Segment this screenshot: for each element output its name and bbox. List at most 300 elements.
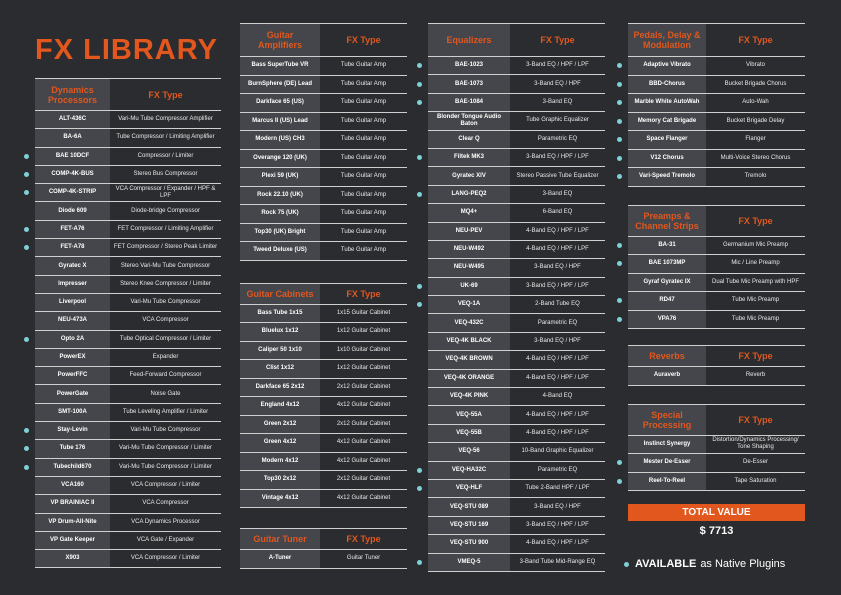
plugin-name: Modern 4x12 [240,453,320,471]
plugin-name: Diode 609 [35,202,110,219]
plugin-name: Rock 75 (UK) [240,205,320,223]
section-table [628,404,805,492]
plugin-name: Filtek MK3 [428,149,510,166]
fx-type: Diode-bridge Compressor [131,207,200,214]
native-dot-icon [617,82,622,87]
fx-type-header: FX Type [346,288,381,299]
fx-type: Vari-Mu Tube Compressor / Limiter [119,463,212,470]
fx-type: Germanium Mic Preamp [722,241,788,248]
fx-type: Tube Leveling Amplifier / Limiter [122,408,209,415]
plugin-name: Gyratec XIV [428,167,510,184]
fx-type: Dual Tube Mic Preamp with HPF [711,278,800,285]
table-row [240,550,407,569]
table-row [240,397,407,416]
fx-type: 1x12 Guitar Cabinet [336,328,391,335]
plugin-name: MQ4+ [428,204,510,221]
section-header [240,23,407,57]
plugin-name: Green 2x12 [240,416,320,434]
fx-type: Stereo Knee Compressor / Limiter [120,280,211,287]
plugin-name: BAE 1073MP [628,255,706,273]
fx-type: Tube Guitar Amp [340,136,387,143]
table-row [428,443,605,461]
fx-type: Compressor / Limiter [137,152,194,159]
fx-type: Flanger [745,136,766,143]
fx-type: Guitar Tuner [346,555,381,562]
section-table [628,23,805,187]
fx-type: VCA Compressor / Limiter [130,482,201,489]
fx-type: 4-Band EQ / HPF / LPF [526,227,589,234]
fx-type: Stereo Vari-Mu Tube Compressor [120,262,211,269]
fx-type: Tube Mic Preamp [731,315,780,322]
table-row [428,314,605,332]
fx-type: Tube Guitar Amp [340,228,387,235]
plugin-name: A-Tuner [240,550,320,568]
table-row [428,296,605,314]
section-title: Guitar Amplifiers [240,24,320,56]
plugin-name: FET-A78 [35,239,110,256]
native-dot-icon [417,82,422,87]
fx-type: Mic / Line Preamp [731,260,780,267]
fx-type: Parametric EQ [537,319,578,326]
fx-type: 3-Band Tube Mid-Range EQ [519,558,596,565]
table-row [628,436,805,455]
table-row [240,57,407,76]
fx-type: Tube Guitar Amp [340,191,387,198]
table-row [428,480,605,498]
section-header [628,404,805,436]
plugin-name: Tubechild670 [35,459,110,476]
table-row [628,76,805,95]
native-dot-icon [24,190,29,195]
table-row [35,331,221,349]
page-title: FX LIBRARY [35,34,218,66]
plugin-name: Impresser [35,276,110,293]
fx-type: 6-Band EQ [542,209,573,216]
section-header [628,23,805,57]
plugin-name: Green 4x12 [240,434,320,452]
plugin-name: England 4x12 [240,397,320,415]
table-row [240,76,407,95]
fx-type-header: FX Type [346,534,381,544]
plugin-name: PowerEX [35,349,110,366]
plugin-name: Bass Tube 1x15 [240,305,320,323]
table-row [240,224,407,243]
native-dot-icon [617,298,622,303]
table-row [628,131,805,150]
native-dot-icon [417,468,422,473]
section-header [628,345,805,367]
section-header [428,23,605,57]
fx-type: 4-Band EQ / HPF / LPF [526,430,589,436]
table-row [240,205,407,224]
native-dot-icon [24,154,29,159]
native-dot-icon [417,100,422,105]
plugin-name: VEQ-HLF [428,480,510,497]
table-row [428,149,605,167]
fx-type: FET Compressor / Limiting Amplifier [117,225,214,232]
fx-type: Vari-Mu Tube Compressor / Limiter [119,445,212,452]
fx-type: 4x12 Guitar Cabinet [336,439,391,446]
plugin-name: RD47 [628,292,706,310]
native-dot-icon [24,465,29,470]
native-dot-icon [417,486,422,491]
table-row [240,187,407,206]
plugin-name: VPA76 [628,311,706,329]
plugin-name: VEQ-432C [428,314,510,331]
plugin-name: Mester De-Esser [628,454,706,472]
fx-type: VCA Compressor [142,317,189,324]
table-row [240,453,407,472]
plugin-name: Modern (US) CH3 [240,131,320,149]
fx-type-header: FX Type [540,35,575,45]
table-row [240,416,407,435]
fx-type: Tube 2-Band HPF / LPF [525,485,590,492]
fx-type: Stereo Passive Tube Equalizer [516,172,599,179]
native-dot-icon [617,156,622,161]
plugin-name: Vari-Speed Tremolo [628,168,706,186]
plugin-name: Reel-To-Reel [628,473,706,491]
fx-type: 3-Band EQ [542,190,573,197]
plugin-name: NEU-473A [35,312,110,329]
section-table [628,345,805,386]
plugin-name: BAE-1084 [428,94,510,111]
column-equalizers [428,23,605,572]
column-pedals-preamps [628,23,805,491]
fx-type: Vari-Mu Tube Compressor [130,299,201,306]
plugin-name: Caliper 50 1x10 [240,342,320,360]
table-row [35,532,221,550]
table-row [428,131,605,149]
plugin-name: Marcus II (US) Lead [240,113,320,131]
plugin-name: Clist 1x12 [240,360,320,378]
table-row [628,311,805,330]
legend-bold: AVAILABLE [635,558,697,570]
fx-type: VCA Dynamics Processor [131,518,200,525]
column-dynamics [35,78,221,568]
table-row [240,113,407,132]
section-table [35,78,221,568]
table-row [628,274,805,293]
table-row [35,459,221,477]
table-row [35,148,221,166]
fx-type: Noise Gate [150,390,181,397]
fx-type: Reverb [745,372,766,379]
fx-type-header: FX Type [148,89,183,100]
table-row [428,535,605,553]
fx-type: 3-Band EQ / HPF / LPF [526,282,589,289]
table-row [628,454,805,473]
table-row [428,517,605,535]
fx-type: 2x12 Guitar Cabinet [336,476,391,483]
fx-type-header: FX Type [738,414,773,425]
table-row [35,349,221,367]
section-header [240,528,407,550]
native-dot-icon [617,174,622,179]
plugin-name: Space Flanger [628,131,706,149]
fx-type: 3-Band EQ / HPF [534,503,581,510]
table-row [240,434,407,453]
plugin-name: Instinct Synergy [628,436,706,454]
fx-type: 4-Band EQ [542,393,573,400]
section-title: Equalizers [428,24,510,56]
plugin-name: VEQ-4K ORANGE [428,370,510,387]
plugin-name: Blonder Tongue Audio Baton [428,112,510,129]
table-row [35,202,221,220]
plugin-name: NEU-W492 [428,241,510,258]
fx-type: VCA Gate / Expander [136,536,195,543]
fx-type: Expander [152,354,179,360]
plugin-name: Overange 120 (UK) [240,150,320,168]
fx-type: VCA Compressor / Limiter [130,555,201,562]
section-title: Reverbs [628,346,706,366]
native-dot-icon [24,428,29,433]
section-header [240,283,407,305]
native-dot-icon [417,284,422,289]
plugin-name: Clear Q [428,131,510,148]
fx-type: Parametric EQ [537,466,578,473]
fx-type: Feed-Forward Compressor [129,372,202,379]
fx-type: 4-Band EQ / HPF / LPF [526,246,589,253]
table-row [240,150,407,169]
fx-type: Tube Guitar Amp [340,62,387,69]
plugin-name: VEQ-55A [428,406,510,423]
plugin-name: BAE 10DCF [35,148,110,165]
plugin-name: VP BRAINIAC II [35,495,110,512]
plugin-name: Stay-Levin [35,422,110,439]
table-row [628,57,805,76]
plugin-name: VEQ-1A [428,296,510,313]
native-dot-icon [617,243,622,248]
fx-type: 4x12 Guitar Cabinet [336,494,391,501]
table-row [428,498,605,516]
plugin-name: VMEQ-5 [428,554,510,571]
fx-type: 3-Band EQ / HPF [534,338,581,345]
native-legend [624,558,824,570]
table-row [35,239,221,257]
table-row [240,168,407,187]
table-row [240,342,407,361]
fx-type: De-Esser [742,459,768,466]
table-row [428,554,605,572]
plugin-name: VEQ-STU 089 [428,498,510,515]
section-title: Dynamics Processors [35,79,110,110]
fx-type: Vari-Mu Tube Compressor Amplifier [118,116,213,123]
native-dot-icon [24,227,29,232]
plugin-name: VEQ-56 [428,443,510,460]
native-dot-icon [24,337,29,342]
table-row [428,112,605,130]
table-row [428,425,605,443]
table-row [240,131,407,150]
plugin-name: BAE-1023 [428,57,510,74]
fx-type: Bucket Brigade Delay [726,117,785,124]
fx-type: 3-Band EQ / HPF [534,264,581,271]
table-row [240,94,407,113]
section-table [628,205,805,330]
fx-type: 4-Band EQ / HPF / LPF [526,411,589,418]
plugin-name: VEQ-STU 169 [428,517,510,534]
native-dot-icon [617,479,622,484]
plugin-name: VEQ-4K BROWN [428,351,510,368]
table-row [240,242,407,261]
fx-type: Multi-Voice Stereo Chorus [720,154,791,161]
table-row [35,276,221,294]
plugin-name: NEU-PEV [428,223,510,240]
fx-type: VCA Compressor / Expander / HPF & LPF [115,185,216,199]
table-row [628,168,805,187]
fx-type: Distortion/Dynamics Processing/ Tone Shaping [712,437,799,451]
fx-type: Tube Graphic Equalizer [526,117,589,124]
plugin-name: BurnSphere (DE) Lead [240,76,320,94]
table-row [35,221,221,239]
table-row [628,367,805,386]
plugin-name: SMT-100A [35,404,110,421]
table-row [35,385,221,403]
table-row [240,305,407,324]
plugin-name: Tube 176 [35,440,110,457]
plugin-name: Auraverb [628,367,706,385]
total-value-amount: $ 7713 [699,525,734,537]
table-row [35,257,221,275]
plugin-name: COMP-4K-BUS [35,166,110,183]
section-title: Pedals, Delay & Modulation [628,24,706,56]
fx-type: Tremolo [744,173,767,180]
plugin-name: ALT-436C [35,111,110,128]
plugin-name: Gyratec X [35,257,110,274]
plugin-name: Vintage 4x12 [240,490,320,508]
native-dot-icon [624,562,629,567]
fx-type: 2x12 Guitar Cabinet [336,383,391,390]
table-row [628,150,805,169]
plugin-name: VEQ-STU 900 [428,535,510,552]
section-title: Special Processing [628,405,706,435]
fx-type: 3-Band EQ / HPF / LPF [526,521,589,528]
fx-type: 3-Band EQ [542,98,573,105]
section-header [35,78,221,111]
fx-type: 4x12 Guitar Cabinet [336,402,391,409]
plugin-name: VEQ-55B [428,425,510,442]
table-row [428,333,605,351]
table-row [428,186,605,204]
section-title: Preamps & Channel Strips [628,206,706,236]
plugin-name: UK-69 [428,278,510,295]
native-dot-icon [24,446,29,451]
native-dot-icon [617,261,622,266]
table-row [428,388,605,406]
section-title: Guitar Tuner [240,529,320,549]
fx-type-header: FX Type [346,35,381,45]
table-row [240,471,407,490]
fx-type: Tube Mic Preamp [731,297,780,304]
table-row [628,94,805,113]
plugin-name: Gyraf Gyratec IX [628,274,706,292]
section-title: Guitar Cabinets [240,284,320,304]
fx-type: VCA Compressor [142,500,189,507]
fx-type-header: FX Type [738,351,773,361]
plugin-name: Top30 (UK) Bright [240,224,320,242]
section-table [240,283,407,509]
fx-type: 4-Band EQ / HPF / LPF [526,540,589,547]
table-row [428,406,605,424]
table-row [240,379,407,398]
native-dot-icon [417,63,422,68]
fx-type: 2x12 Guitar Cabinet [336,420,391,427]
table-row [35,550,221,568]
plugin-name: VEQ-4K BLACK [428,333,510,350]
plugin-name: VEQ-HA32C [428,462,510,479]
native-dot-icon [417,155,422,160]
plugin-name: Liverpool [35,294,110,311]
native-dot-icon [617,63,622,68]
plugin-name: VP Drum-All-Nite [35,514,110,531]
fx-type: Tube Guitar Amp [340,210,387,217]
fx-type: Vibrato [746,62,765,69]
native-dot-icon [24,172,29,177]
fx-type: Tube Guitar Amp [340,173,387,180]
table-row [35,514,221,532]
table-row [35,404,221,422]
plugin-name: Tweed Deluxe (US) [240,242,320,260]
native-dot-icon [617,317,622,322]
column-guitar [240,23,407,569]
fx-type: Tube Compressor / Limiting Amplifier [116,134,215,141]
plugin-name: VEQ-4K PINK [428,388,510,405]
plugin-name: Rock 22.10 (UK) [240,187,320,205]
plugin-name: Marble White AutoWah [628,94,706,112]
table-row [35,184,221,202]
table-row [240,490,407,509]
table-row [428,204,605,222]
fx-type: FET Compressor / Stereo Peak Limiter [113,244,218,251]
section-table [240,23,407,261]
fx-type: 1x15 Guitar Cabinet [336,309,391,316]
table-row [628,473,805,492]
plugin-name: Top30 2x12 [240,471,320,489]
table-row [428,167,605,185]
plugin-name: LANG-PEQ2 [428,186,510,203]
table-row [428,223,605,241]
plugin-name: Darkface 65 2x12 [240,379,320,397]
plugin-name: BA-31 [628,237,706,255]
table-row [35,294,221,312]
fx-type: 2-Band Tube EQ [535,301,580,308]
plugin-name: Bluelux 1x12 [240,323,320,341]
native-dot-icon [417,302,422,307]
table-row [35,440,221,458]
table-row [35,422,221,440]
table-row [428,241,605,259]
fx-type: Tube Guitar Amp [340,80,387,87]
fx-type: Tube Guitar Amp [340,247,387,254]
plugin-name: Opto 2A [35,331,110,348]
fx-type: 4-Band EQ / HPF / LPF [526,374,589,381]
plugin-name: Adaptive Vibrato [628,57,706,75]
native-dot-icon [617,119,622,124]
native-dot-icon [617,460,622,465]
fx-type-header: FX Type [738,215,773,226]
table-row [628,255,805,274]
section-table [240,528,407,569]
fx-type: Tube Optical Compressor / Limiter [119,335,212,342]
table-row [428,462,605,480]
table-row [428,75,605,93]
fx-type: Tape Saturation [734,477,777,484]
fx-type: Bucket Brigade Chorus [724,80,787,87]
fx-type: 3-Band EQ / HPF / LPF [526,154,589,161]
native-dot-icon [24,245,29,250]
fx-type: Tube Guitar Amp [340,154,387,161]
fx-type: Tube Guitar Amp [340,99,387,106]
